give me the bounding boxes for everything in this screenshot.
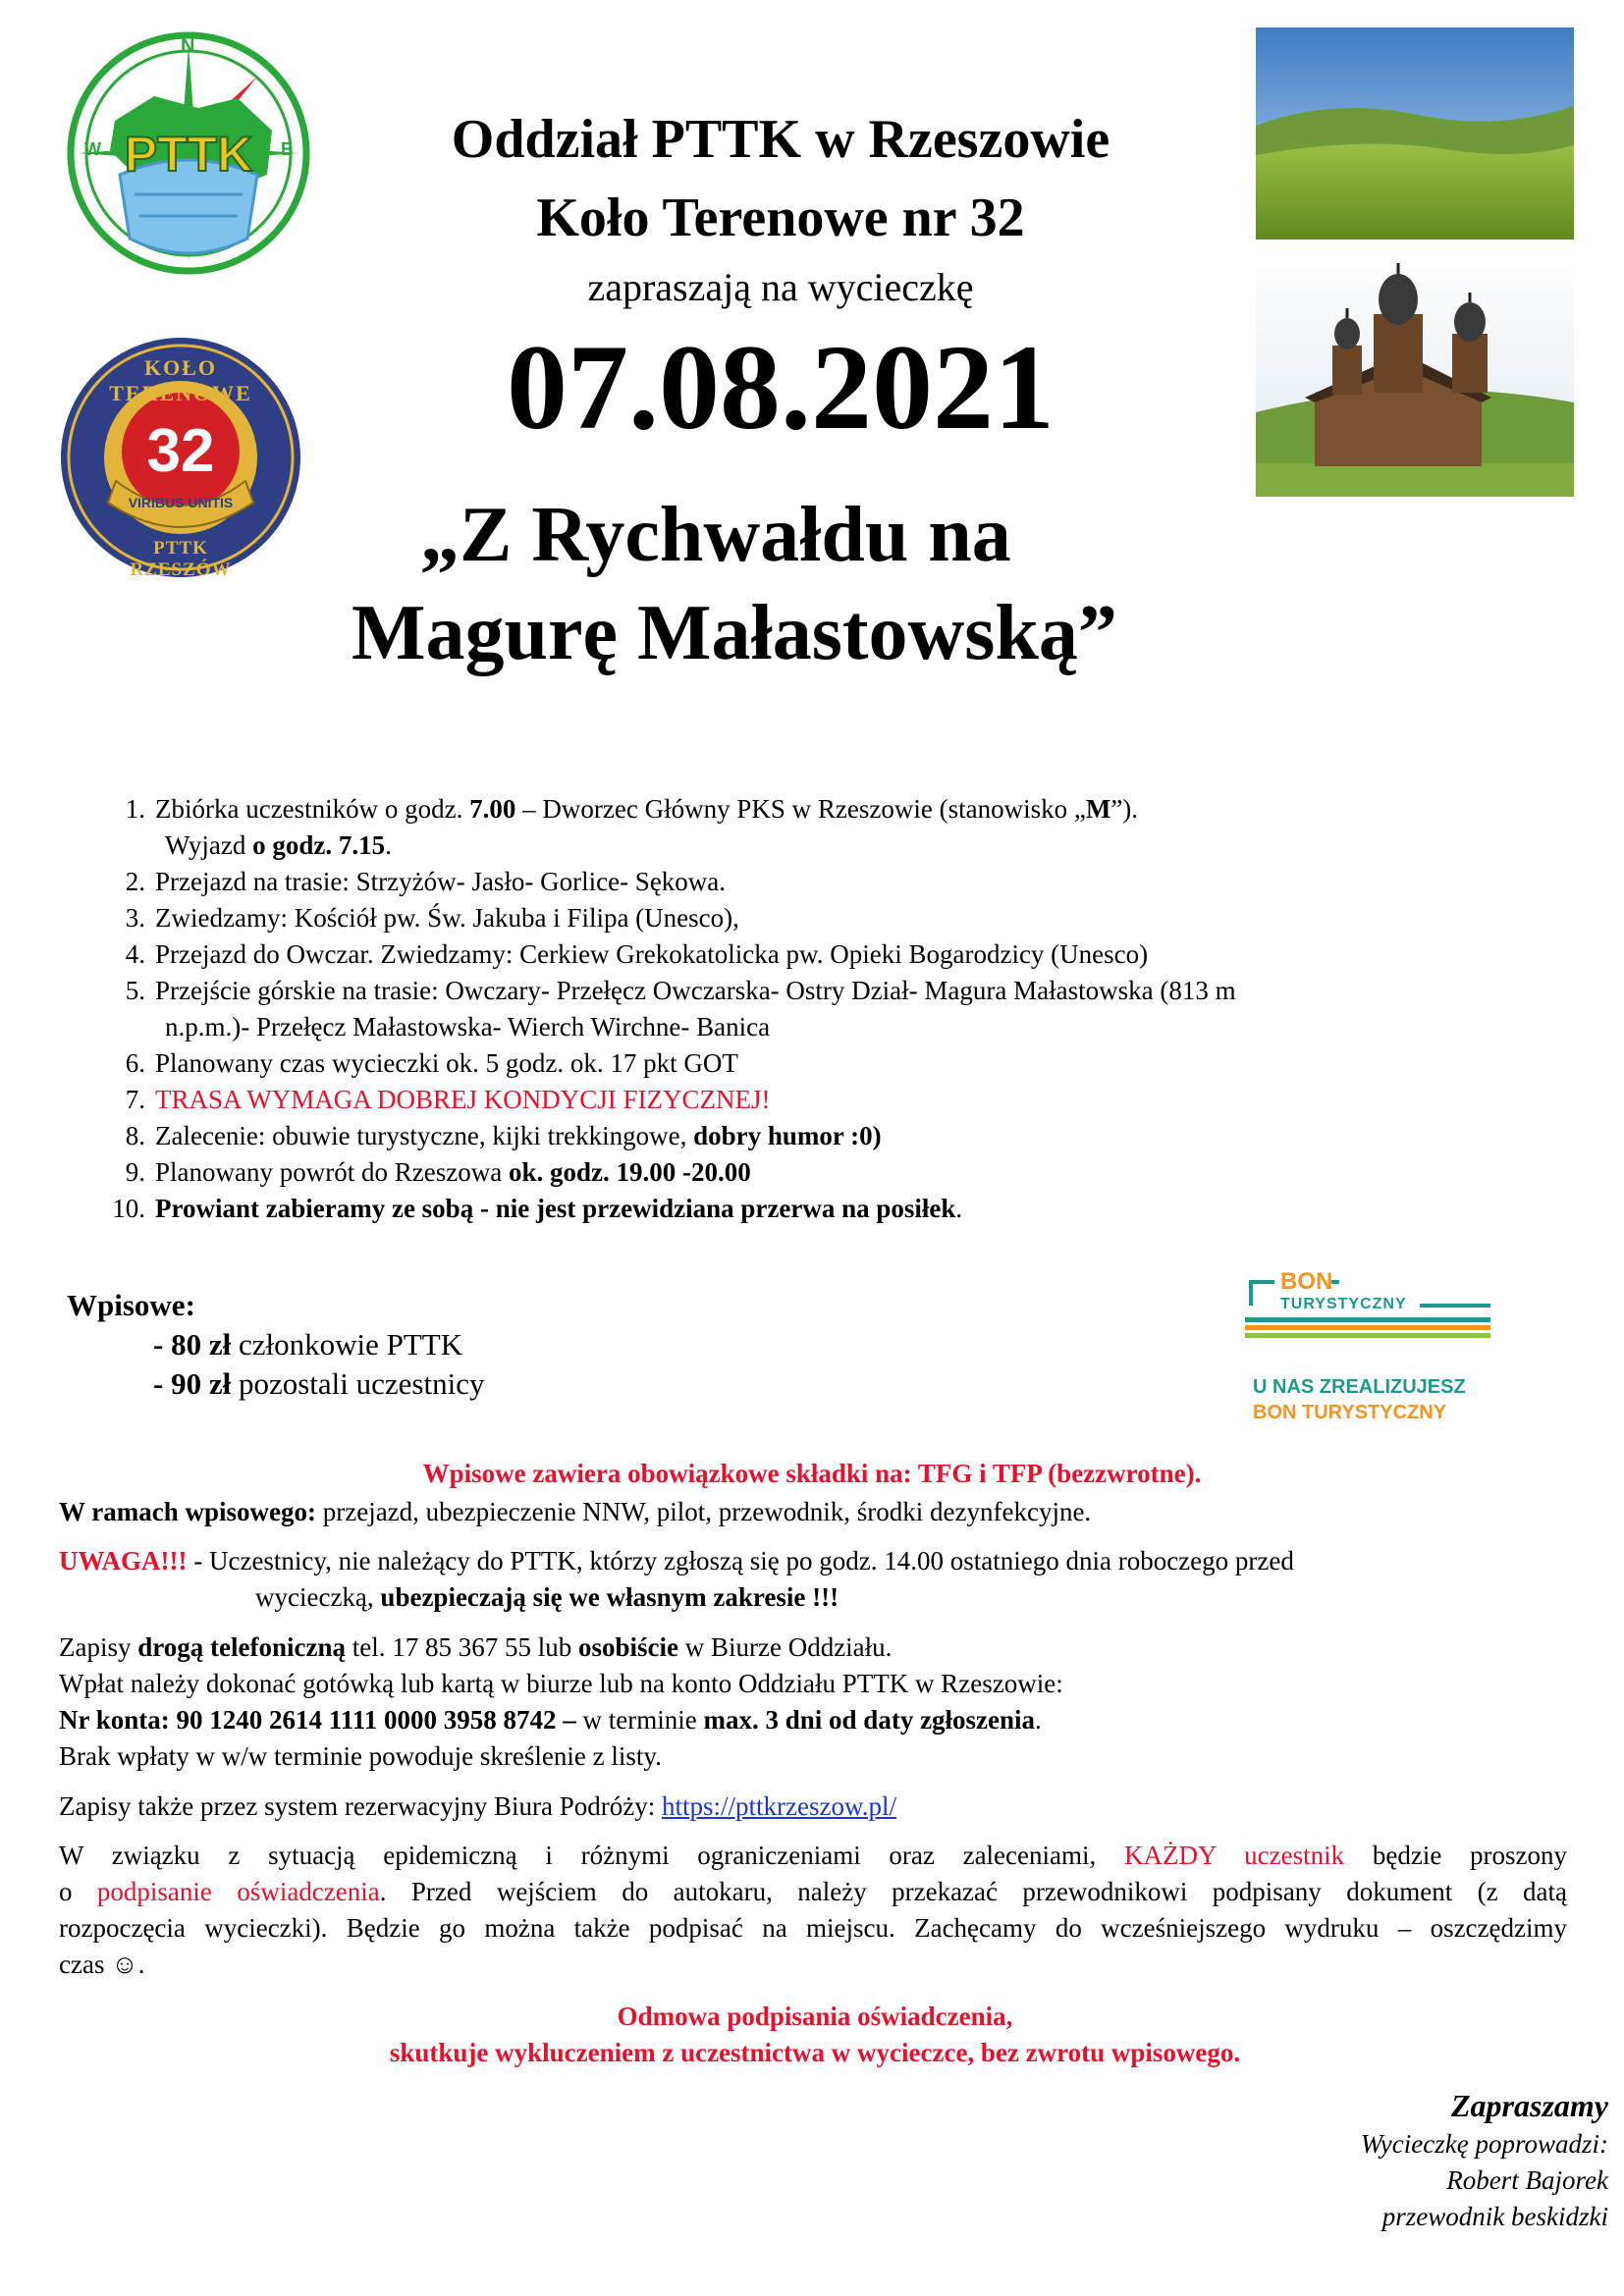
fee-others: - 90 zł pozostali uczestnicy [153,1366,485,1401]
signup-info: Zapisy drogą telefoniczną tel. 17 85 367 55 lub osobiście w Biurze Oddziału. Wpłat należy dokonać gotówką lub kartą w biurze lub na konto Oddziału PTTK w Rzeszowie: Nr konta: 90 1240 2614 1111 0000 3958 8742 – w terminie max. 3 dni od daty zgłoszenia. Brak wpłaty w w/w terminie powoduje skreślenie z listy. [59,1632,1063,1771]
covid-note: W związku z sytuacją epidemiczną i różnymi ograniczeniami oraz zaleceniami, KAŻDY uczestnik będzie proszony o podpisanie oświadczenia. Przed wejściem do autokaru, należy przekazać przewodnikowi podpisany dokument (z datą rozpoczęcia wycieczki). Będzie go można także podpisać na miejscu. Zachęcamy do wcześniejszego wydruku – oszczędzimy czas ☺. [59,1841,1568,1979]
bon-turystyczny-badge [1245,1270,1490,1429]
leader-name: Robert Bajorek [1446,2165,1608,2195]
list-item: 2. Przejazd na trasie: Strzyżów- Jasło- Gorlice- Sękowa. [125,867,727,896]
bon-word2: TURYSTYCZNY [1280,1296,1407,1312]
kolo-terenowe-logo: KOŁO TERENOWE 32 VIRIBUS UNITIS PTTK RZESZÓW [57,334,304,581]
warning-note: UWAGA!!! - Uczestnicy, nie należący do PTTK, którzy zgłoszą się po godz. 14.00 ostatniego dnia roboczego przed wycieczką, ubezpieczają się we własnym zakresie !!! [59,1546,1294,1612]
list-item: 1. Zbiórka uczestników o godz. 7.00 – Dworzec Główny PKS w Rzeszowie (stanowisko „M”). Wyjazd o godz. 7.15. [125,794,1139,860]
online-signup: Zapisy także przez system rezerwacyjny Biura Podróży: https://pttkrzeszow.pl/ [59,1791,896,1821]
leader-role: przewodnik beskidzki [1381,2202,1608,2231]
closing-invite: Zapraszamy [1451,2088,1608,2123]
club-name: Koło Terenowe nr 32 [536,187,1025,248]
leader-label: Wycieczkę poprowadzi: [1360,2129,1608,2159]
church-photo [1256,255,1574,497]
list-item: 9. Planowany powrót do Rzeszowa ok. godz. 19.00 -20.00 [125,1157,751,1187]
trip-title-line2: Magurę Małastowską” [352,590,1117,676]
list-item: 3. Zwiedzamy: Kościół pw. Św. Jakuba i Filipa (Unesco), [125,903,739,933]
trip-date: 07.08.2021 [507,320,1055,454]
list-item: 10. Prowiant zabieramy ze sobą - nie jest przewidziana przerwa na posiłek. [112,1194,963,1223]
organizer-name: Oddział PTTK w Rzeszowie [451,109,1110,170]
bon-slogan: U NAS ZREALIZUJESZ [1253,1376,1466,1398]
pttk-logo: N W E PTTK [61,27,316,285]
fee-note: Wpisowe zawiera obowiązkowe składki na: TFG i TFP (bezzwrotne). [422,1459,1202,1488]
pttk-logo-text: PTTK [124,127,253,182]
list-item: 4. Przejazd do Owczar. Zwiedzamy: Cerkiew Grekokatolicka pw. Opieki Bogarodzicy (Unesco) [125,939,1149,969]
bon-slogan2: BON TURYSTYCZNY [1253,1402,1447,1423]
list-item: 7. TRASA WYMAGA DOBREJ KONDYCJI FIZYCZNEJ! [125,1085,771,1114]
signature-block [1080,2085,1608,2235]
bon-word: BON [1280,1268,1333,1295]
list-item: 5. Przejście górskie na trasie: Owczary- Przełęcz Owczarska- Ostry Dział- Magura Małastowska (813 m n.p.m.)- Przełęcz Małastowska- Wierch Wirchne- Banica [125,976,1236,1041]
refusal-warning: Odmowa podpisania oświadczenia, skutkuje wykluczeniem z uczestnictwa w wycieczce, bez zwrotu wpisowego. [389,2002,1241,2067]
program-list [98,791,1571,1227]
booking-link[interactable]: https://pttkrzeszow.pl/ [662,1791,896,1821]
fees-title: Wpisowe: [67,1288,195,1322]
fee-members: - 80 zł członkowie PTTK [153,1327,463,1362]
trip-title-line1: „Z Rychwałdu na [420,492,1011,578]
fee-includes: W ramach wpisowego: przejazd, ubezpieczenie NNW, pilot, przewodnik, środki dezynfekcyjne. [59,1497,1092,1526]
meadow-photo [1256,27,1574,240]
list-item: 8. Zalecenie: obuwie turystyczne, kijki trekkingowe, dobry humor :0) [125,1121,882,1150]
fees-section [67,1286,754,1404]
list-item: 6. Planowany czas wycieczki ok. 5 godz. ok. 17 pkt GOT [125,1048,738,1078]
invitation-text: zapraszają na wycieczkę [587,265,974,309]
